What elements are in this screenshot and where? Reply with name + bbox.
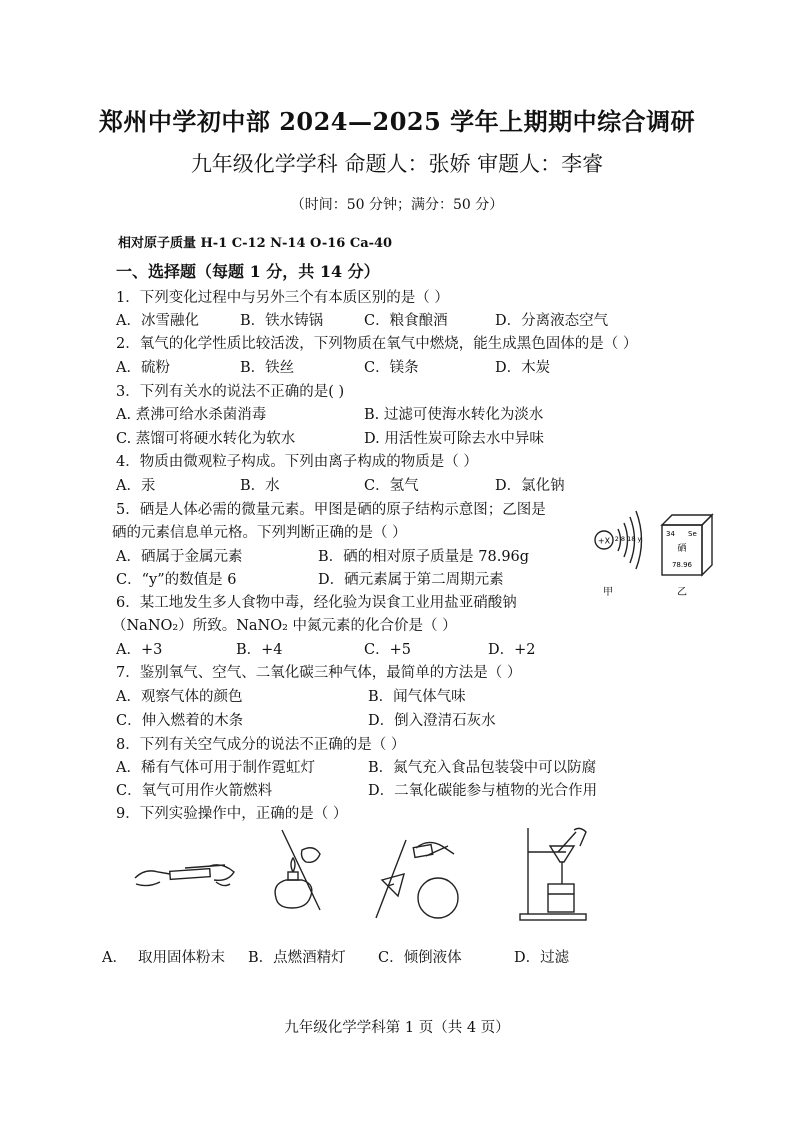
q6-option-c: C．+5 [364,642,411,658]
q1-option-b: B．铁水铸锅 [240,313,324,329]
cell-side-face [702,515,712,575]
atomic-masses: 相对原子质量 H-1 C-12 N-14 O-16 Ca-40 [118,236,393,251]
q6-option-d: D．+2 [488,642,536,658]
question-5-stem: 5．硒是人体必需的微量元素。甲图是硒的原子结构示意图；乙图是 [116,502,546,518]
q7-option-a: A．观察气体的颜色 [116,689,243,705]
q3-option-b: B. 过滤可使海水转化为淡水 [364,407,544,423]
question-2-stem: 2．氧气的化学性质比较活泼，下列物质在氧气中燃烧，能生成黑色固体的是（ ） [116,336,638,352]
cell-top-face [662,515,712,525]
pour-liquid-figure [368,834,468,924]
relative-atomic-mass: 78.96 [671,561,693,569]
section-heading: 一、选择题（每题 1 分，共 14 分） [116,262,380,281]
question-7-stem: 7．鉴别氧气、空气、二氧化碳三种气体，最简单的方法是（ ） [116,665,522,681]
q9-option-a: 取用固体粉末 [138,950,225,966]
q3-option-d: D. 用活性炭可除去水中异味 [364,431,544,447]
q3-option-c: C. 蒸馏可将硬水转化为软水 [116,431,296,447]
exam-title: 郑州中学初中部 2024—2025 学年上期期中综合调研 [98,107,696,136]
q4-option-b: B．水 [240,478,280,494]
q1-option-a: A．冰雪融化 [116,313,199,329]
q2-option-a: A．硫粉 [116,360,170,376]
q7-option-d: D．倒入澄清石灰水 [368,713,496,729]
q3-option-a: A. 煮沸可给水杀菌消毒 [116,407,267,423]
q8-option-b: B．氮气充入食品包装袋中可以防腐 [368,760,597,776]
q5-option-d: D．硒元素属于第二周期元素 [318,572,504,588]
question-1-stem: 1．下列变化过程中与另外三个有本质区别的是（ ） [116,290,449,306]
q2-option-d: D．木炭 [495,360,551,376]
element-name: 硒 [677,544,687,554]
q2-option-c: C．镁条 [364,360,419,376]
q8-option-d: D．二氧化碳能参与植物的光合作用 [368,783,598,799]
q5-option-a: A．硒属于金属元素 [116,549,243,565]
question-6-stem-2: （NaNO₂）所致。NaNO₂ 中氮元素的化合价是（ ） [112,618,457,634]
question-8-stem: 8．下列有关空气成分的说法不正确的是（ ） [116,737,406,753]
filtration-figure [518,822,598,922]
q9-option-c: C．倾倒液体 [378,950,462,966]
exam-subtitle: 九年级化学学科 命题人：张娇 审题人：李睿 [190,152,604,176]
q9-option-a-letter: A． [102,950,127,966]
q1-option-d: D．分离液态空气 [495,313,609,329]
q6-option-a: A．+3 [116,642,163,658]
nucleus-label: +X [597,536,611,546]
q5-option-c: C．“y”的数值是 6 [116,572,237,588]
q2-option-b: B．铁丝 [240,360,295,376]
alcohol-lamp-figure [262,828,342,918]
figure-label-yi: 乙 [677,587,687,598]
q5-option-b: B．硒的相对原子质量是 78.96g [318,549,530,565]
question-9-stem: 9．下列实验操作中，正确的是（ ） [116,806,348,822]
element-symbol: Se [688,530,697,538]
q4-option-c: C．氢气 [364,478,419,494]
electron-counts: 2 8 18 y [614,535,642,543]
q7-option-b: B．闻气体气味 [368,689,466,705]
page-footer: 九年级化学学科第 1 页（共 4 页） [284,1020,510,1036]
question-6-stem: 6．某工地发生多人食物中毒，经化验为误食工业用盐亚硝酸钠 [116,595,517,611]
atomic-number: 34 [666,530,675,538]
powder-sampling-figure [130,838,240,908]
q4-option-d: D．氯化钠 [495,478,565,494]
q8-option-a: A．稀有气体可用于制作霓虹灯 [116,760,315,776]
q4-option-a: A．汞 [116,478,156,494]
figure-label-jia: 甲 [603,587,613,598]
q9-option-d: D．过滤 [514,950,570,966]
q7-option-c: C．伸入燃着的木条 [116,713,244,729]
selenium-figure [588,505,728,605]
q6-option-b: B．+4 [236,642,283,658]
question-3-stem: 3．下列有关水的说法不正确的是( ) [116,384,345,400]
q9-option-b: B．点燃酒精灯 [248,950,346,966]
q8-option-c: C．氧气可用作火箭燃料 [116,783,273,799]
question-4-stem: 4．物质由微观粒子构成。下列由离子构成的物质是（ ） [116,454,478,470]
q1-option-c: C．粮食酿酒 [364,313,448,329]
time-info: （时间：50 分钟；满分：50 分） [290,197,504,213]
question-5-stem-2: 硒的元素信息单元格。下列判断正确的是（ ） [112,525,407,541]
